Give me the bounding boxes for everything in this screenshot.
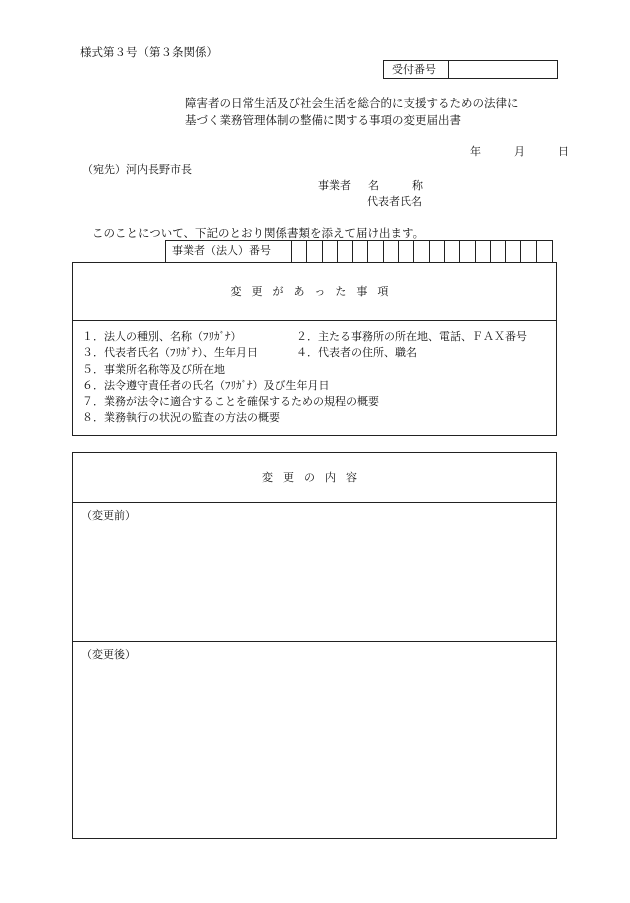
change-content-box — [72, 452, 557, 839]
intro-statement: このことについて、下記のとおり関係書類を添えて届け出ます。 — [92, 226, 425, 240]
receipt-number-box — [383, 60, 558, 79]
business-id-cell[interactable] — [460, 241, 475, 262]
representative-name-label: 代表者氏名 — [367, 195, 422, 208]
addressee: （宛先）河内長野市長 — [82, 163, 192, 176]
changed-items-list — [73, 321, 556, 427]
date-line — [470, 143, 569, 159]
business-name-line — [318, 177, 423, 193]
changed-item[interactable]: ６．法令遵守責任者の氏名（ﾌﾘｶﾞﾅ）及び生年月日 — [82, 378, 330, 392]
business-id-cell[interactable] — [353, 241, 368, 262]
business-id-cell[interactable] — [292, 241, 307, 262]
changed-item[interactable]: ３．代表者氏名（ﾌﾘｶﾞﾅ）、生年月日 — [82, 346, 258, 360]
receipt-number-field[interactable] — [449, 61, 557, 78]
after-change-section[interactable] — [73, 642, 556, 662]
business-id-cell[interactable] — [537, 241, 552, 262]
date-day: 日 — [558, 145, 569, 158]
change-content-heading: 変更の内容 — [73, 453, 556, 503]
date-year: 年 — [470, 145, 481, 158]
business-label: 事業者 — [318, 179, 351, 192]
business-id-cell[interactable] — [368, 241, 383, 262]
business-id-label: 事業者（法人）番号 — [166, 241, 292, 262]
changed-item[interactable]: ２．主たる事務所の所在地、電話、ＦＡＸ番号 — [296, 330, 527, 343]
business-id-cell[interactable] — [506, 241, 521, 262]
business-id-cell[interactable] — [307, 241, 322, 262]
business-id-cell[interactable] — [430, 241, 445, 262]
changed-item[interactable]: ４．代表者の住所、職名 — [296, 346, 417, 360]
before-change-label: （変更前） — [81, 509, 136, 522]
after-change-label: （変更後） — [81, 648, 136, 661]
business-id-cell[interactable] — [521, 241, 536, 262]
changed-items-box — [72, 262, 557, 436]
before-change-section[interactable] — [73, 503, 556, 642]
document-title — [185, 95, 519, 129]
business-name-label: 名 称 — [368, 179, 423, 192]
business-id-cell[interactable] — [491, 241, 506, 262]
changed-item[interactable]: １．法人の種別、名称（ﾌﾘｶﾞﾅ） — [82, 330, 242, 343]
changed-item[interactable]: ８．業務執行の状況の監査の方法の概要 — [82, 411, 280, 425]
business-id-cell[interactable] — [399, 241, 414, 262]
changed-items-heading: 変更があった事項 — [73, 263, 556, 321]
changed-item[interactable]: ５．事業所名称等及び所在地 — [82, 362, 225, 376]
receipt-number-label: 受付番号 — [384, 61, 449, 78]
title-line-1: 障害者の日常生活及び社会生活を総合的に支援するための法律に — [185, 96, 519, 110]
form-number: 様式第３号（第３条関係） — [80, 45, 218, 59]
business-id-cell[interactable] — [323, 241, 338, 262]
date-month: 月 — [514, 145, 525, 158]
changed-item[interactable]: ７．業務が法令に適合することを確保するための規程の概要 — [82, 395, 379, 409]
business-id-cell[interactable] — [414, 241, 429, 262]
business-id-row — [165, 240, 553, 262]
business-id-cell[interactable] — [384, 241, 399, 262]
title-line-2: 基づく業務管理体制の整備に関する事項の変更届出書 — [185, 113, 461, 127]
business-id-cell[interactable] — [476, 241, 491, 262]
business-id-cell[interactable] — [445, 241, 460, 262]
business-id-cell[interactable] — [338, 241, 353, 262]
